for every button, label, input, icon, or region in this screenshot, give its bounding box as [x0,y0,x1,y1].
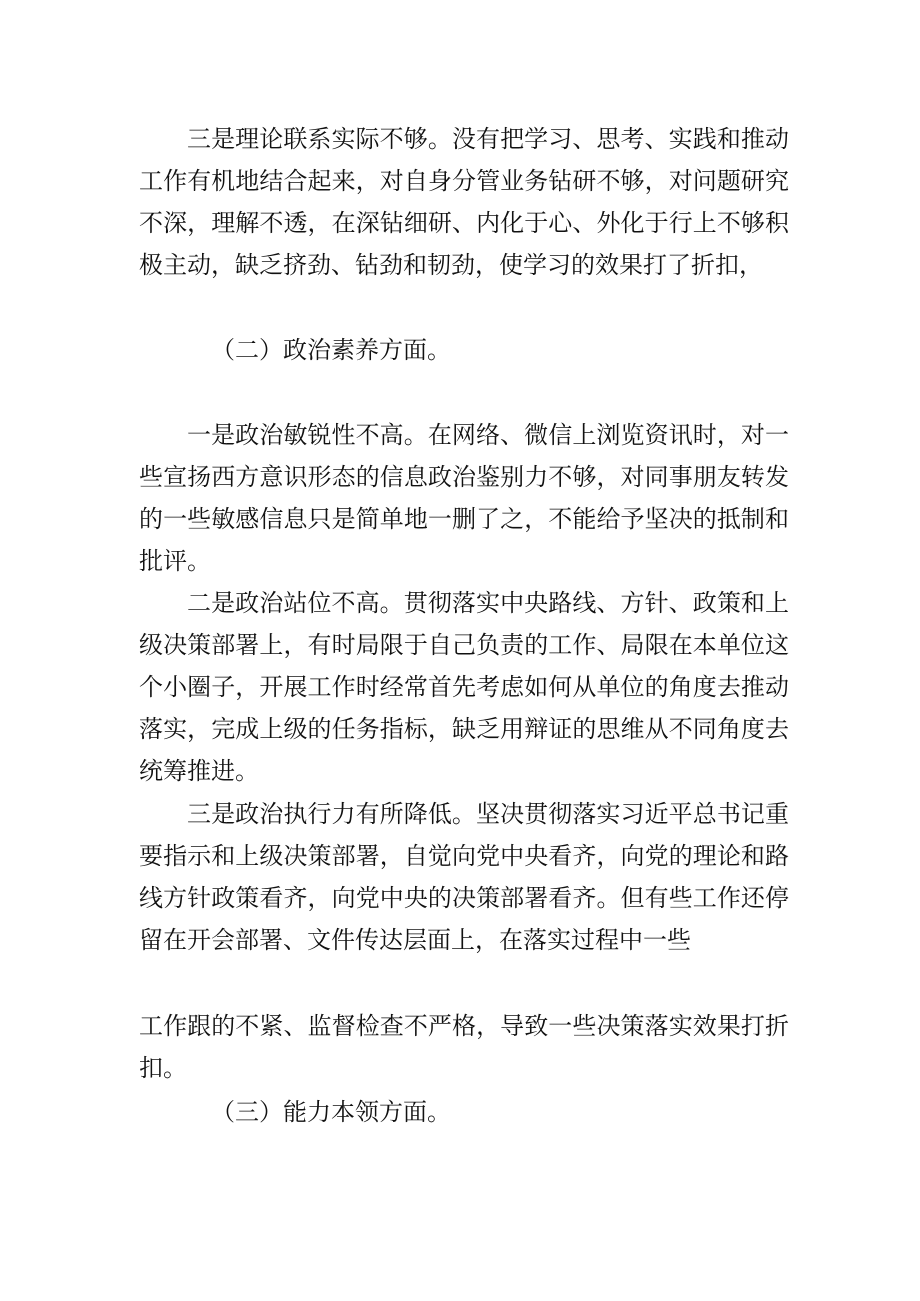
paragraph-political-sensitivity: 一是政治敏锐性不高。在网络、微信上浏览资讯时，对一些宣扬西方意识形态的信息政治鉴别力不够，对同事朋友转发的一些敏感信息只是简单地一删了之，不能给予坚决的抵制和批评。 [139,421,789,575]
section-heading-ability: （三）能力本领方面。 [211,1098,451,1126]
section-heading-political-quality: （二）政治素养方面。 [211,336,451,364]
paragraph-continuation: 工作跟的不紧、监督检查不严格，导致一些决策落实效果打折扣。 [139,1012,789,1082]
paragraph-political-stance: 二是政治站位不高。贯彻落实中央路线、方针、政策和上级决策部署上，有时局限于自己负责的工作、局限在本单位这个小圈子，开展工作时经常首先考虑如何从单位的角度去推动落实，完成上级的任务指标，缺乏用辩证的思维从不同角度去统筹推进。 [139,589,789,785]
paragraph-theory-practice: 三是理论联系实际不够。没有把学习、思考、实践和推动工作有机地结合起来，对自身分管业务钻研不够，对问题研究不深，理解不透，在深钻细研、内化于心、外化于行上不够积极主动，缺乏挤劲、钻劲和韧劲，使学习的效果打了折扣， [139,125,789,279]
paragraph-political-execution: 三是政治执行力有所降低。坚决贯彻落实习近平总书记重要指示和上级决策部署，自觉向党中央看齐，向党的理论和路线方针政策看齐，向党中央的决策部署看齐。但有些工作还停留在开会部署、文件传达层面上，在落实过程中一些 [139,800,789,954]
